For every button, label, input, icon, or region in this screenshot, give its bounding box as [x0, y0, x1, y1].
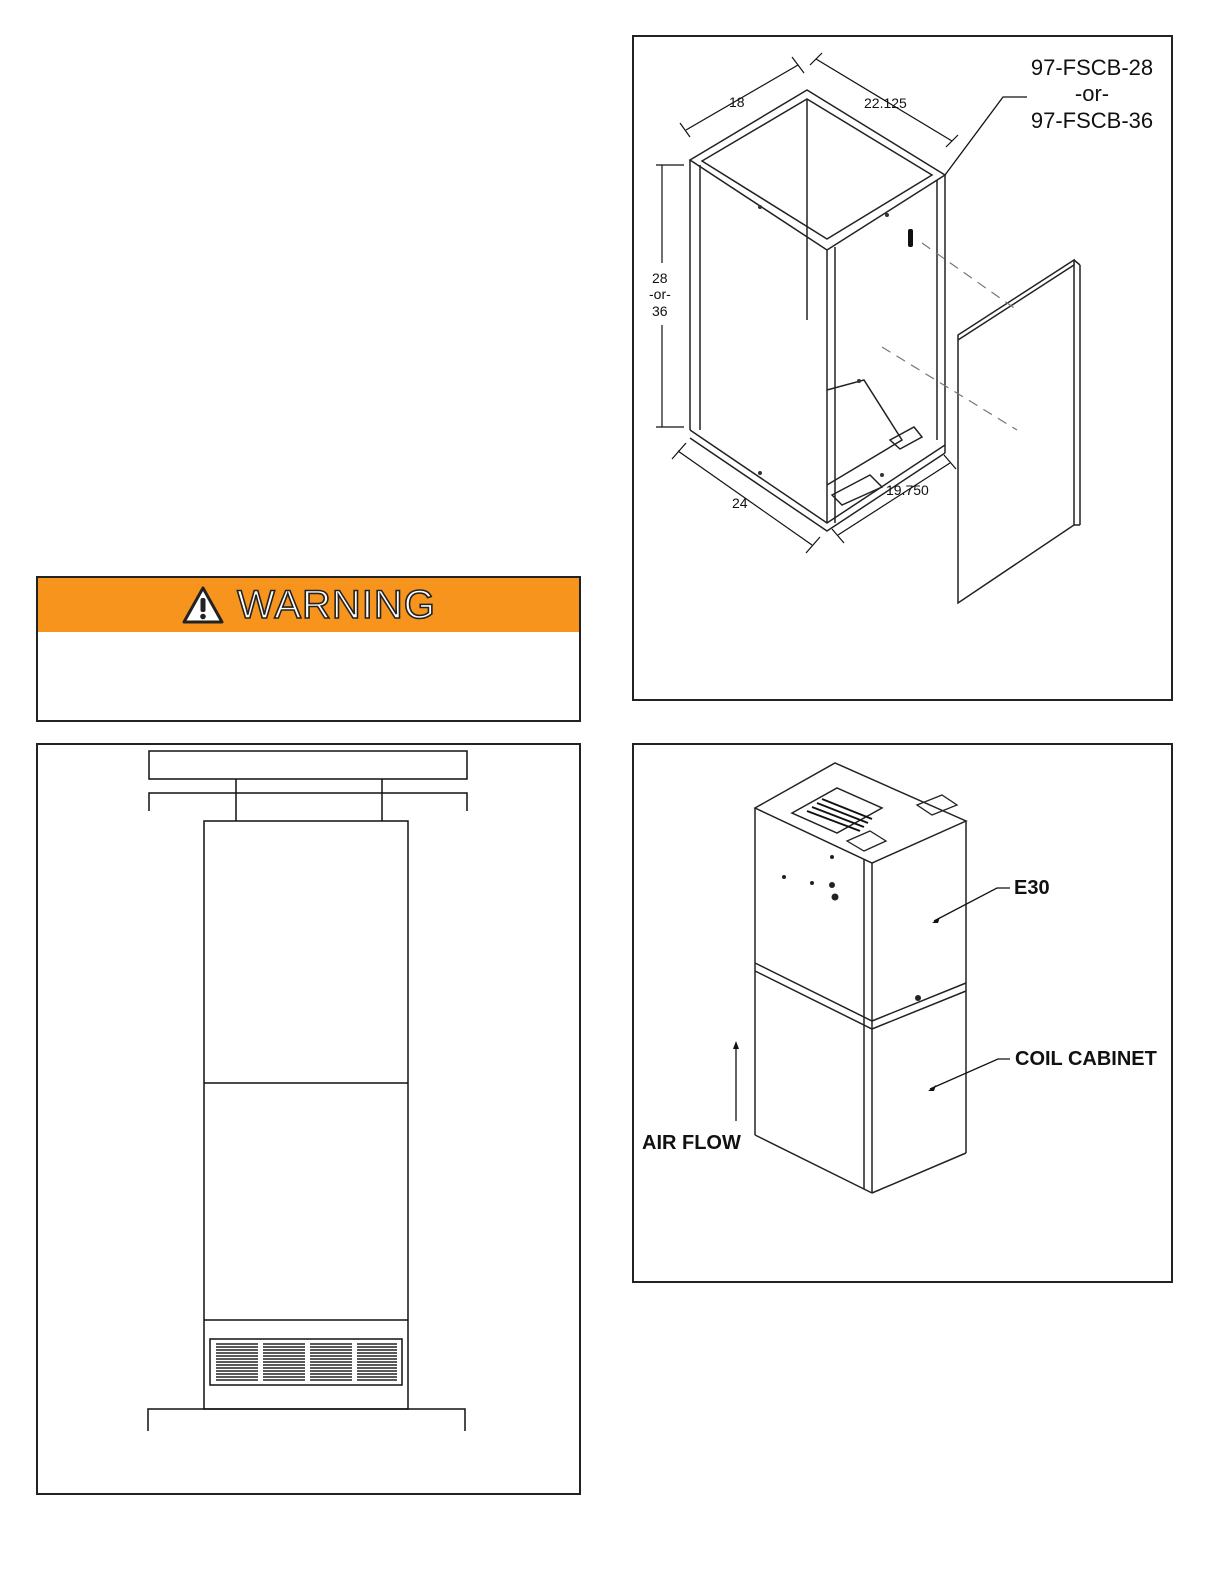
warning-header	[38, 578, 579, 632]
dim-height-b: 36	[652, 303, 668, 319]
return-air-grille	[210, 1339, 402, 1385]
assembled-unit-figure	[632, 743, 1173, 1283]
front-elevation-figure	[36, 743, 581, 1495]
cabinet-latch	[908, 229, 913, 247]
unit-fittings	[782, 855, 921, 1001]
unit-body	[204, 821, 408, 1409]
leader-coil-cabinet	[930, 1059, 1010, 1089]
warning-box	[36, 576, 581, 722]
dim-side-label: 19.750	[886, 482, 929, 498]
side-panel	[958, 260, 1080, 603]
cabinet-screws	[758, 205, 889, 477]
unit-outline	[755, 763, 966, 1193]
label-coil-cabinet: COIL CABINET	[1015, 1048, 1157, 1070]
label-air-flow: AIR FLOW	[642, 1132, 741, 1154]
cabinet-exploded-drawing	[632, 35, 1173, 701]
bottom-width-bracket	[148, 1409, 465, 1431]
dim-height-or: -or-	[649, 286, 671, 302]
dim-depth-label: 22.125	[864, 95, 907, 111]
top-access-plates	[847, 795, 957, 851]
top-width-bracket	[149, 793, 467, 811]
part-number-line1: 97-FSCB-28	[1030, 55, 1154, 80]
coil-hatch-icon	[807, 799, 872, 831]
part-number-or: -or-	[1074, 81, 1110, 106]
cabinet-exploded-figure	[632, 35, 1173, 701]
front-elevation-drawing	[36, 743, 581, 1495]
part-number-line2: 97-FSCB-36	[1030, 108, 1154, 133]
airflow-arrow-icon	[733, 1041, 739, 1049]
top-dimension-box	[149, 751, 467, 779]
dim-height-a: 28	[652, 270, 668, 286]
panel-guide-lines	[882, 243, 1017, 430]
leader-e30	[934, 888, 1010, 921]
assembled-unit-drawing	[632, 743, 1173, 1283]
dim-side-19750	[832, 455, 956, 543]
label-e30: E30	[1014, 877, 1050, 899]
warning-title: WARNING	[237, 582, 436, 627]
warning-triangle-icon	[181, 585, 225, 625]
cabinet-frame	[690, 90, 945, 531]
dim-front-label: 24	[732, 495, 748, 511]
dim-width-label: 18	[729, 94, 745, 110]
